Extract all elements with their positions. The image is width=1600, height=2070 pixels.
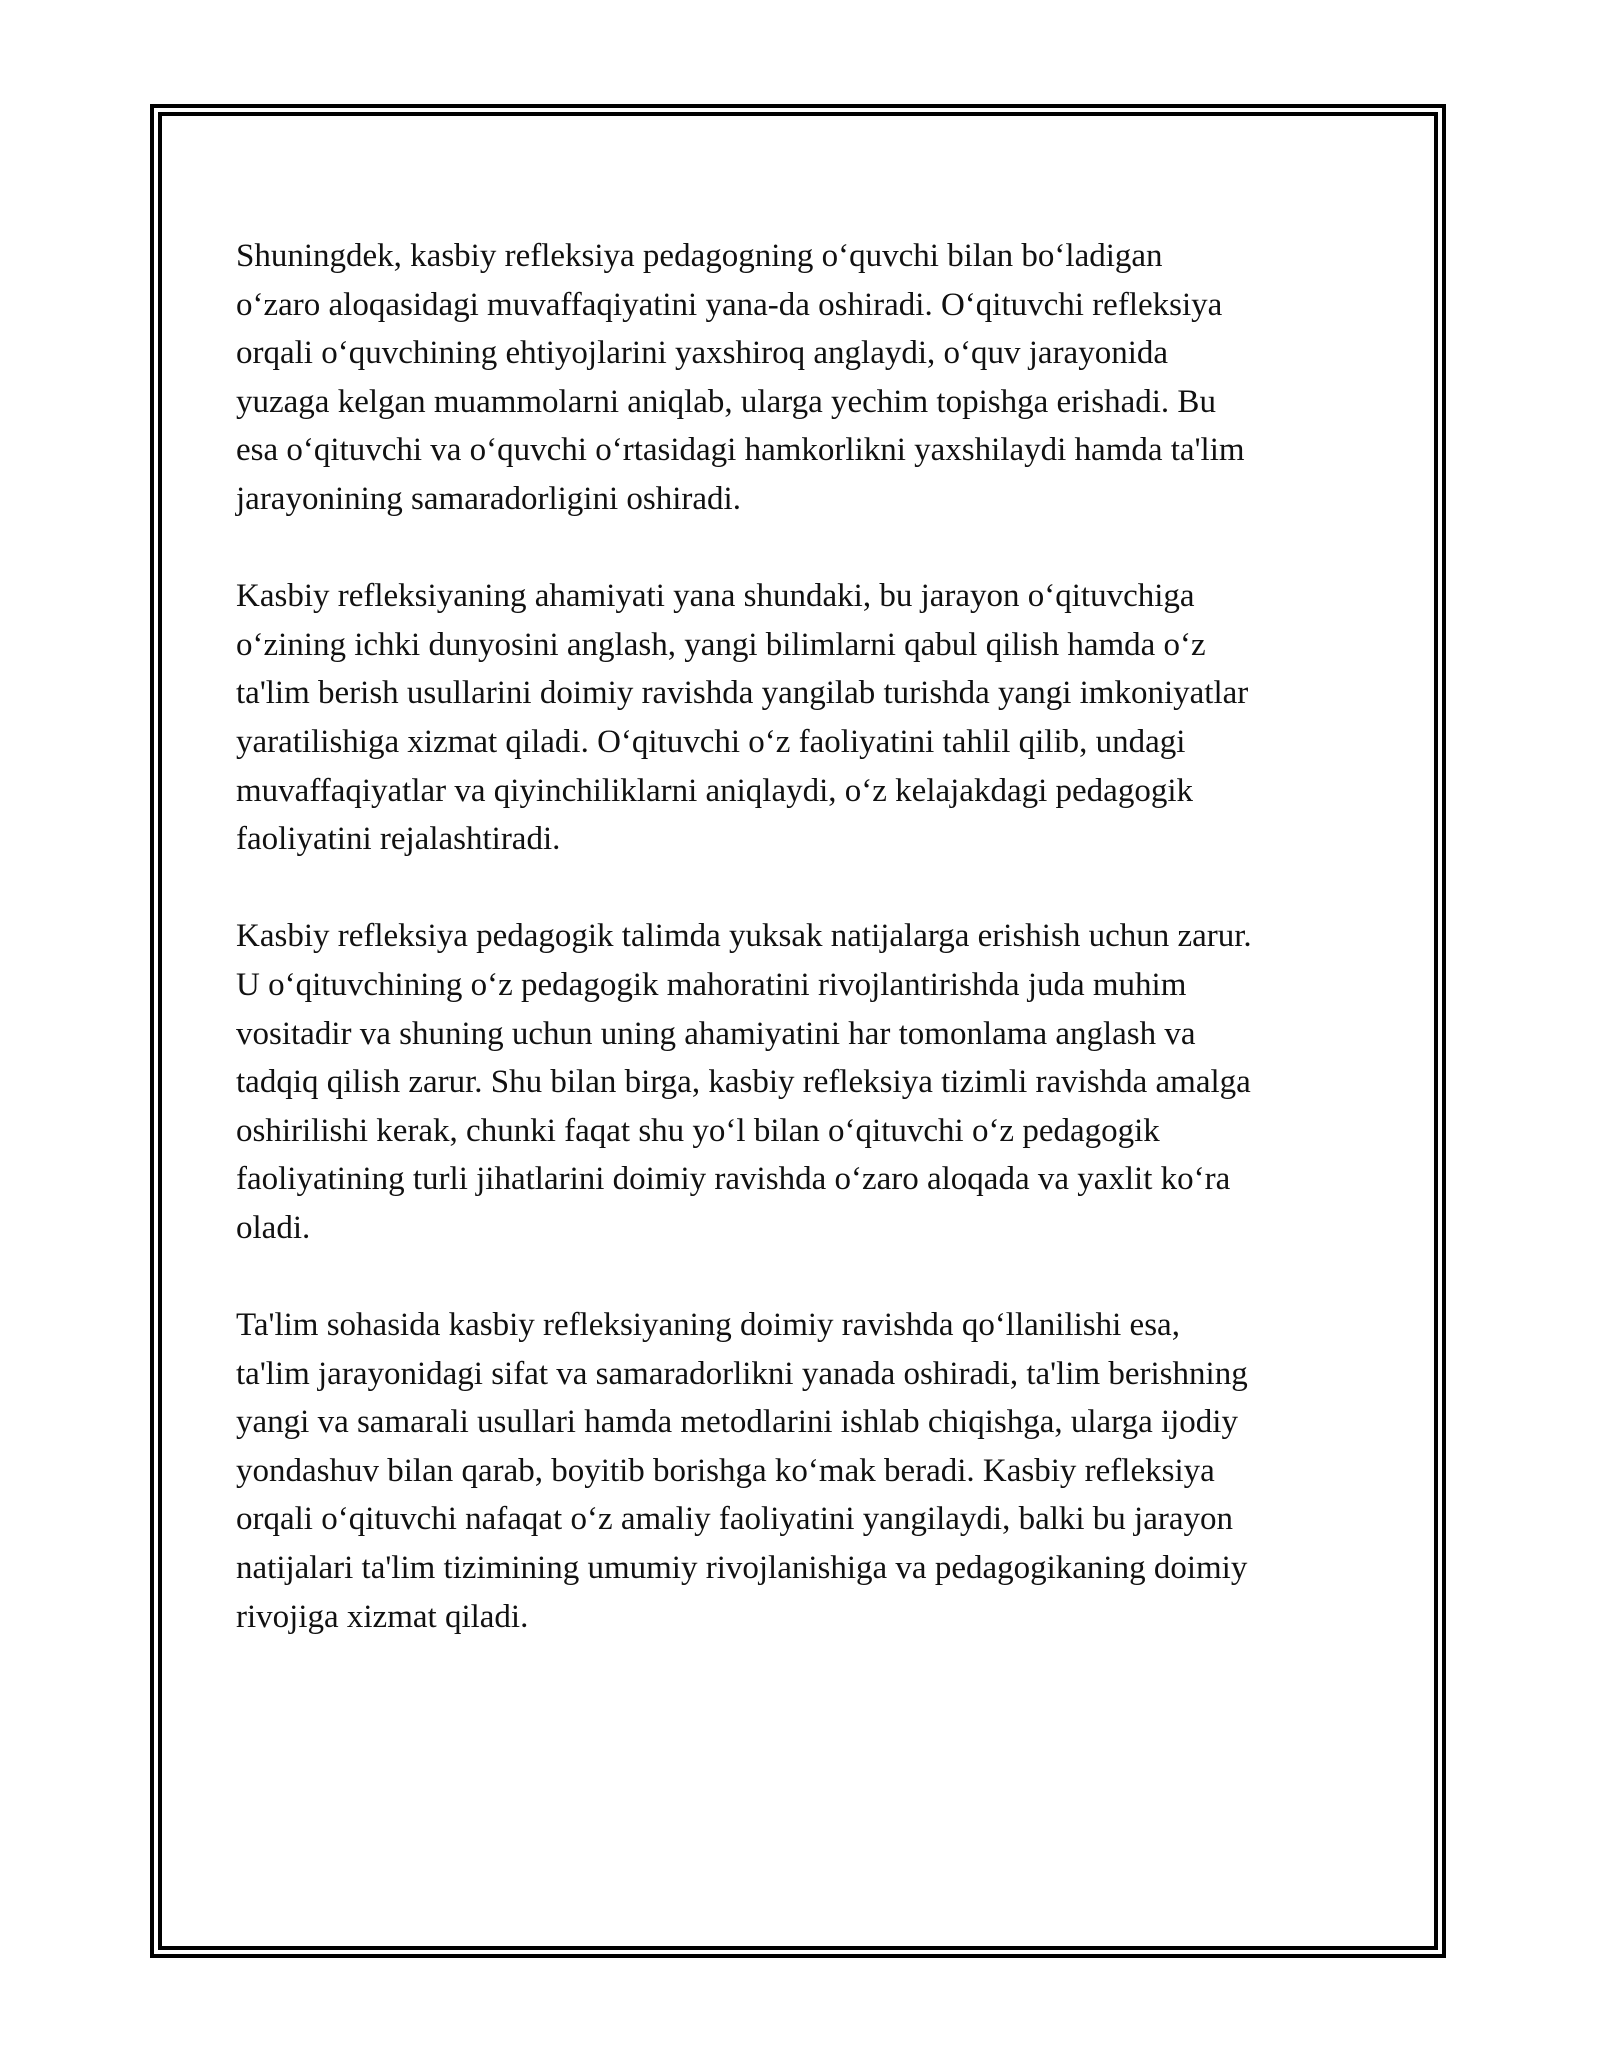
paragraph-3: Kasbiy refleksiya pedagogik talimda yuksak natijalarga erishish uchun zarur. U oʻqituvchining oʻz pedagogik mahoratini rivojlantirishda juda muhim vositadir va shuning uchun uning ahamiyatini har tomonlama anglash va tadqiq qilish zarur. Shu bilan birga, kasbiy refleksiya tizimli ravishda amalga oshirilishi kerak, chunki faqat shu yoʻl bilan oʻqituvchi oʻz pedagogik faoliyatining turli jihatlarini doimiy ravishda oʻzaro aloqada va yaxlit koʻra oladi. — [236, 918, 1252, 1246]
paragraph-2: Kasbiy refleksiyaning ahamiyati yana shundaki, bu jarayon oʻqituvchiga oʻzining ichki dunyosini anglash, yangi bilimlarni qabul qilish hamda oʻz ta'lim berish usullarini doimiy ravishda yangilab turishda yangi imkoniyatlar yaratilishiga xizmat qiladi. Oʻqituvchi oʻz faoliyatini tahlil qilib, undagi muvaffaqiyatlar va qiyinchiliklarni aniqlaydi, oʻz kelajakdagi pedagogik faoliyatini rejalashtiradi. — [236, 578, 1249, 858]
paragraph-4: Ta'lim sohasida kasbiy refleksiyaning doimiy ravishda qoʻllanilishi esa, ta'lim jarayonidagi sifat va samaradorlikni yanada oshiradi, ta'lim berishning yangi va samarali usullari hamda metodlarini ishlab chiqishga, ularga ijodiy yondashuv bilan qarab, boyitib borishga koʻmak beradi. Kasbiy refleksiya orqali oʻqituvchi nafaqat oʻz amaliy faoliyatini yangilaydi, balki bu jarayon natijalari ta'lim tizimining umumiy rivojlanishiga va pedagogikaning doimiy rivojiga xizmat qiladi. — [236, 1307, 1248, 1635]
paragraph-1: Shuningdek, kasbiy refleksiya pedagogning oʻquvchi bilan boʻladigan oʻzaro aloqasidagi muvaffaqiyatini yana-da oshiradi. Oʻqituvchi refleksiya orqali oʻquvchining ehtiyojlarini yaxshiroq anglaydi, oʻquv jarayonida yuzaga kelgan muammolarni aniqlab, ularga yechim topishga erishadi. Bu esa oʻqituvchi va oʻquvchi oʻrtasidagi hamkorlikni yaxshilaydi hamda ta'lim jarayonining samaradorligini oshiradi. — [236, 238, 1245, 517]
document-body — [236, 232, 1376, 1690]
